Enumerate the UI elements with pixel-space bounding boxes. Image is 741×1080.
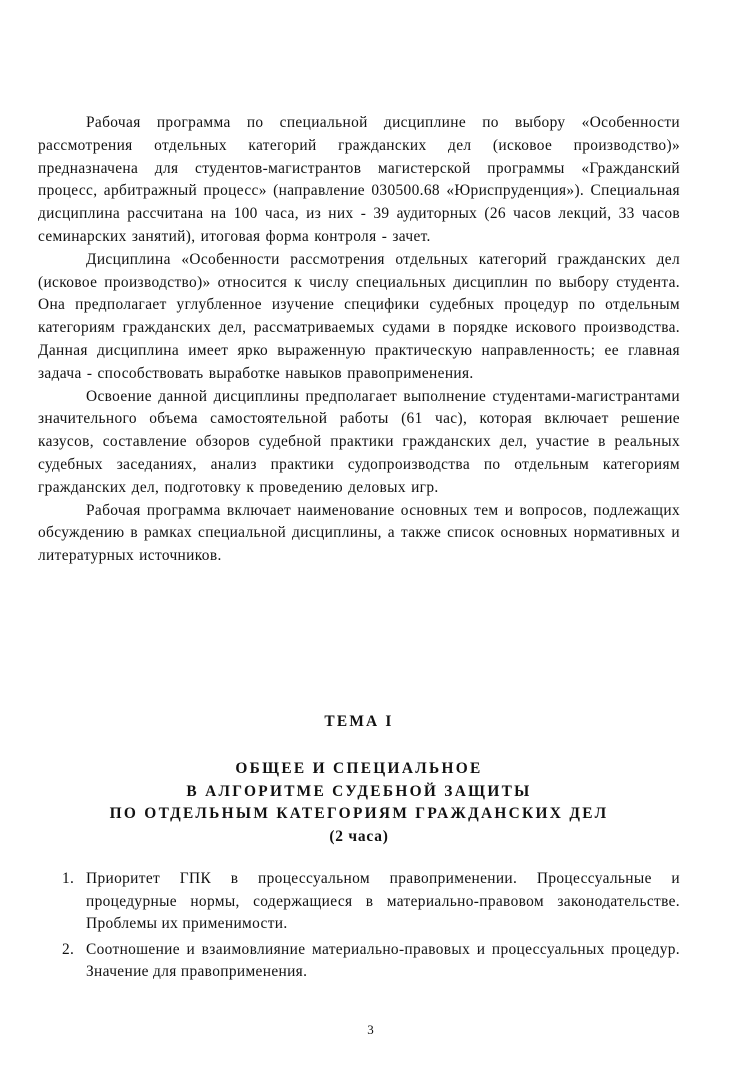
page-number: 3 <box>367 1022 374 1037</box>
list-item-text: Приоритет ГПК в процессуальном правоприменении. Процессуальные и процедурные нормы, содержащиеся в материально-правовом законодательстве. Проблемы их применимости. <box>86 870 680 932</box>
intro-section <box>38 112 680 568</box>
topic-hours: (2 часа) <box>329 827 389 845</box>
topic-title-line-3: ПО ОТДЕЛЬНЫМ КАТЕГОРИЯМ ГРАЖДАНСКИХ ДЕЛ <box>109 805 609 822</box>
topic-title-line-1: ОБЩЕЕ И СПЕЦИАЛЬНОЕ <box>235 760 483 777</box>
list-item <box>38 939 680 984</box>
list-item-number: 1. <box>62 870 75 887</box>
list-item-text: Соотношение и взаимовлияние материально-правовых и процессуальных процедур. Значение для правоприменения. <box>86 940 680 980</box>
topic-title <box>38 758 680 848</box>
topic-title-line-2: В АЛГОРИТМЕ СУДЕБНОЙ ЗАЩИТЫ <box>186 782 532 800</box>
intro-paragraph-3: Освоение данной дисциплины предполагает выполнение студентами-магистрантами значительного объема самостоятельной работы (61 час), которая включает решение казусов, составление обзоров судебной практики гражданских дел, участие в реальных судебных заседаниях, анализ практики судопроизводства по отдельным категориям гражданских дел, подготовку к проведению деловых игр. <box>38 387 680 496</box>
topic-label: ТЕМА I <box>324 713 394 730</box>
list-item <box>38 868 680 936</box>
intro-paragraph-2: Дисциплина «Особенности рассмотрения отдельных категорий гражданских дел (исковое производство)» относится к числу специальных дисциплин по выбору студента. Она предполагает углубленное изучение специфики судебных процедур по отдельным категориям гражданских дел, рассматриваемых судами в порядке искового производства. Данная дисциплина имеет ярко выраженную практическую направленность; ее главная задача - способствовать выработке навыков правоприменения. <box>38 250 680 382</box>
intro-paragraph-4: Рабочая программа включает наименование основных тем и вопросов, подлежащих обсуждению в рамках специальной дисциплины, а также список основных нормативных и литературных источников. <box>38 501 680 565</box>
list-item-number: 2. <box>62 940 75 958</box>
intro-paragraph-1: Рабочая программа по специальной дисциплине по выбору «Особенности рассмотрения отдельных категорий гражданских дел (исковое производство)» предназначена для студентов-магистрантов магистерской программы «Гражданский процесс, арбитражный процесс» (направление 030500.68 «Юриспруденция»). Специальная дисциплина рассчитана на 100 часа, из них - 39 аудиторных (26 часов лекций, 33 часов семинарских занятий), итоговая форма контроля - зачет. <box>38 114 680 245</box>
question-list <box>38 868 680 987</box>
